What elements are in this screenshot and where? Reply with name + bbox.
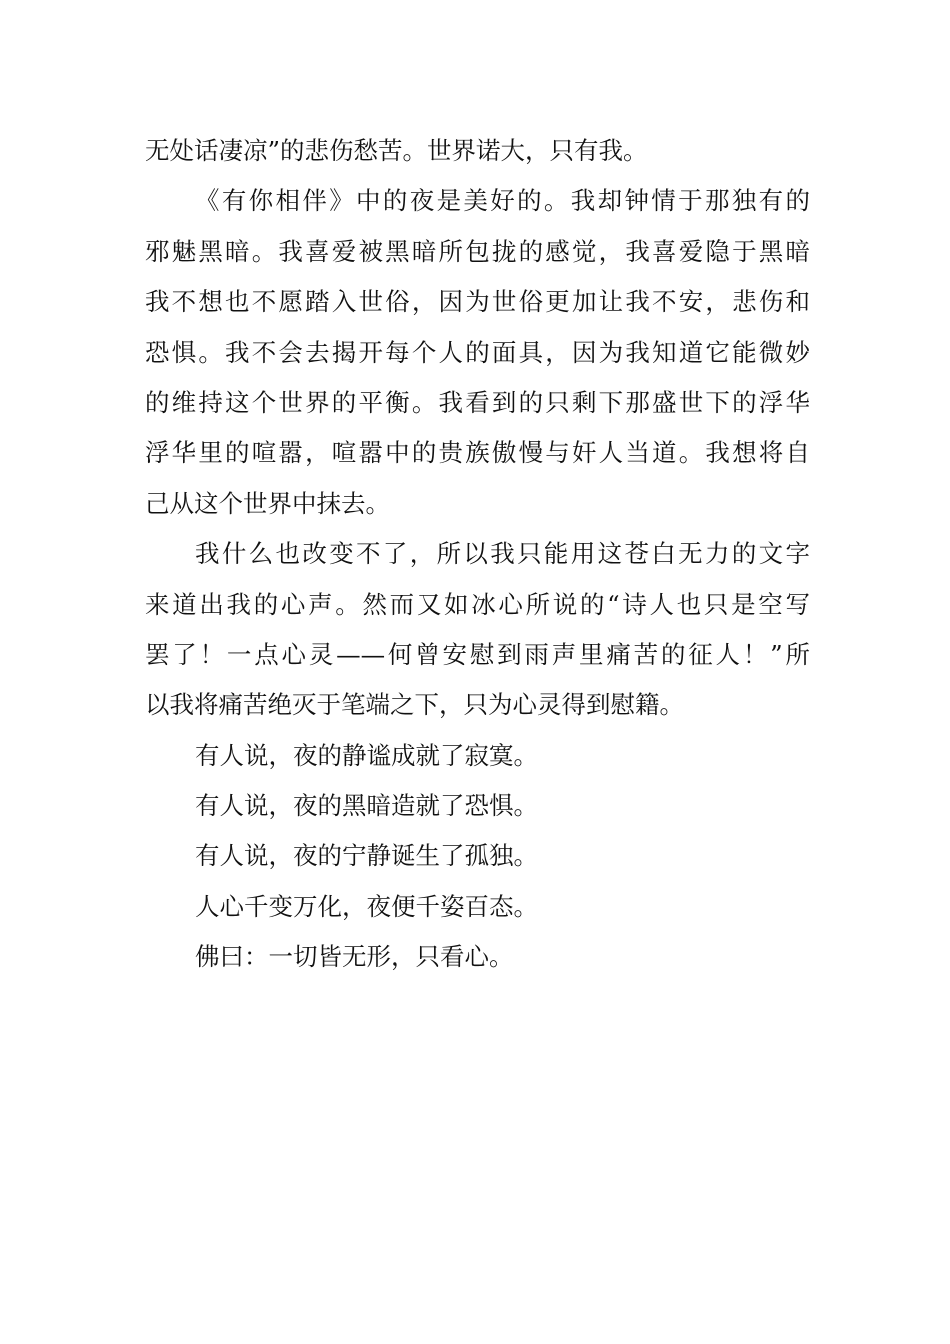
document-body (145, 126, 810, 983)
text-line: 来道出我的心声。然而又如冰心所说的“诗人也只是空写 (145, 589, 810, 619)
text-line: 浮华里的喧嚣，喧嚣中的贵族傲慢与奸人当道。我想将自 (145, 438, 810, 468)
text-line: 的维持这个世界的平衡。我看到的只剩下那盛世下的浮华 (145, 387, 810, 417)
paragraph-line: 佛曰：一切皆无形，只看心。 (195, 942, 514, 972)
text-line: 无处话凄凉”的悲伤愁苦。世界诺大，只有我。 (145, 136, 648, 165)
paragraph-line: 有人说，夜的宁静诞生了孤独。 (195, 841, 538, 871)
text-line: 我不想也不愿踏入世俗，因为世俗更加让我不安，悲伤和 (145, 287, 810, 317)
text-line: 邪魅黑暗。我喜爱被黑暗所包拢的感觉，我喜爱隐于黑暗 (145, 236, 810, 266)
text-line: 以我将痛苦绝灭于笔端之下，只为心灵得到慰籍。 (145, 690, 684, 720)
paragraph-first-line: 《有你相伴》中的夜是美好的。我却钟情于那独有的 (195, 186, 810, 216)
paragraph-line: 人心千变万化，夜便千姿百态。 (195, 891, 538, 921)
paragraph-first-line: 我什么也改变不了，所以我只能用这苍白无力的文字 (195, 539, 810, 569)
text-line: 恐惧。我不会去揭开每个人的面具，因为我知道它能微妙 (145, 337, 810, 367)
text-line: 罢了！一点心灵——何曾安慰到雨声里痛苦的征人！”所 (145, 639, 810, 669)
paragraph-line: 有人说，夜的黑暗造就了恐惧。 (195, 791, 538, 821)
text-line: 己从这个世界中抹去。 (145, 488, 390, 518)
paragraph-line: 有人说，夜的静谧成就了寂寞。 (195, 740, 538, 770)
